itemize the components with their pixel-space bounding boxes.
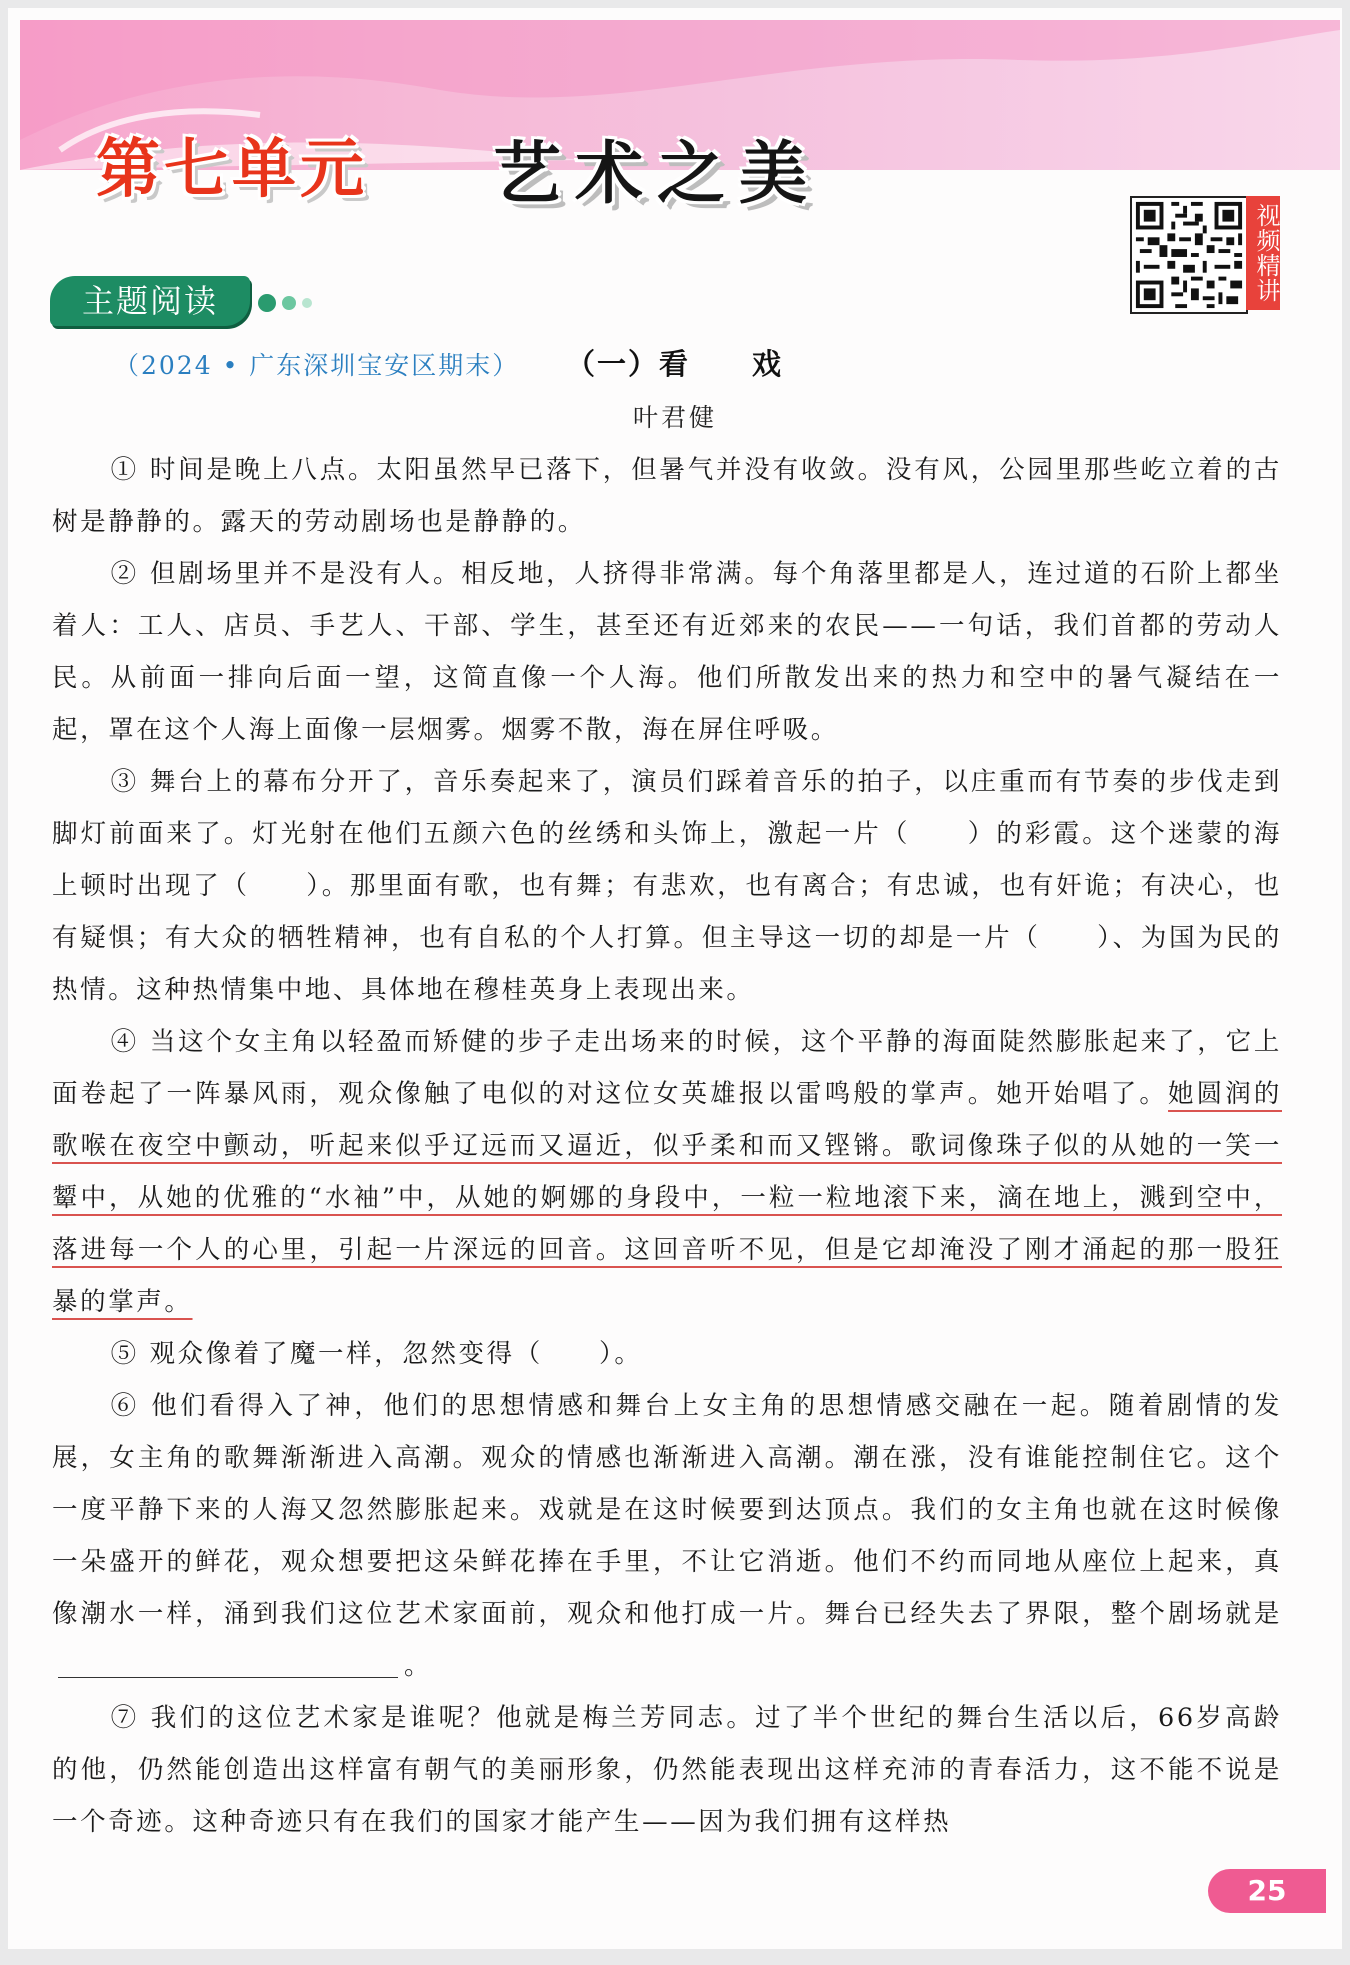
exam-source: （2024 • 广东深圳宝安区期末） (114, 351, 520, 380)
page (8, 8, 1342, 1949)
unit-title: 艺术之美 (493, 135, 822, 214)
paragraph-1: ① 时间是晚上八点。太阳虽然早已落下，但暑气并没有收敛。没有风，公园里那些屹立着的古树是静静的。露天的劳动剧场也是静静的。 (52, 455, 1282, 537)
answer-blank[interactable] (58, 1647, 398, 1678)
underlined-passage: 她圆润的歌喉在夜空中颤动，听起来似乎辽远而又逼近，似乎柔和而又铿锵。歌词像珠子似的从她的一笑一颦中，从她的优雅的“水袖”中，从她的婀娜的身段中，一粒一粒地滚下来，滴在地上，溅到空中，落进每一个人的心里，引起一片深远的回音。这回音听不见，但是它却淹没了刚才涌起的那一股狂暴的掌声。 (52, 1079, 1282, 1317)
dot-icon (258, 294, 276, 312)
paragraph-6-end: 。 (404, 1651, 433, 1681)
badge-dots-decoration (258, 292, 318, 312)
page-number: 25 (1208, 1869, 1326, 1913)
dot-icon (302, 298, 312, 308)
unit-number: 第七单元 (96, 133, 368, 207)
paragraph-6 (52, 1380, 1282, 1692)
paragraph-5: ⑤ 观众像着了魔一样，忽然变得（ ）。 (110, 1339, 643, 1369)
section-title: （一）看 戏 (566, 347, 784, 381)
qr-code-icon[interactable] (1130, 196, 1248, 314)
paragraph-4 (52, 1016, 1282, 1328)
article-body (52, 444, 1282, 1848)
qr-pattern (1132, 198, 1246, 312)
paragraph-4-text: ④ 当这个女主角以轻盈而矫健的步子走出场来的时候，这个平静的海面陡然膨胀起来了，它上面卷起了一阵暴风雨，观众像触了电似的对这位女英雄报以雷鸣般的掌声。她开始唱了。 (52, 1027, 1282, 1109)
paragraph-3: ③ 舞台上的幕布分开了，音乐奏起来了，演员们踩着音乐的拍子，以庄重而有节奏的步伐走到脚灯前面来了。灯光射在他们五颜六色的丝绣和头饰上，激起一片（ ）的彩霞。这个迷蒙的海上顿时出现了（ ）。那里面有歌，也有舞；有悲欢，也有离合；有忠诚，也有奸诡；有决心，也有疑惧；有大众的牺牲精神，也有自私的个人打算。但主导这一切的却是一片（ ）、为国为民的热情。这种热情集中地、具体地在穆桂英身上表现出来。 (52, 767, 1282, 1005)
video-explanation-label[interactable]: 视频精讲 (1246, 196, 1280, 310)
paragraph-7: ⑦ 我们的这位艺术家是谁呢？他就是梅兰芳同志。过了半个世纪的舞台生活以后，66岁高龄的他，仍然能创造出这样富有朝气的美丽形象，仍然能表现出这样充沛的青春活力，这不能不说是一个奇迹。这种奇迹只有在我们的国家才能产生——因为我们拥有这样热 (52, 1703, 1282, 1837)
theme-reading-badge: 主题阅读 (50, 276, 250, 326)
dot-icon (282, 296, 296, 310)
paragraph-6-text: ⑥ 他们看得入了神，他们的思想情感和舞台上女主角的思想情感交融在一起。随着剧情的发展，女主角的歌舞渐渐进入高潮。观众的情感也渐渐进入高潮。潮在涨，没有谁能控制住它。这个一度平静下来的人海又忽然膨胀起来。戏就是在这时候要到达顶点。我们的女主角也就在这时候像一朵盛开的鲜花，观众想要把这朵鲜花捧在手里，不让它消逝。他们不约而同地从座位上起来，真像潮水一样，涌到我们这位艺术家面前，观众和他打成一片。舞台已经失去了界限，整个剧场就是 (52, 1391, 1282, 1629)
author: 叶君健 (632, 403, 717, 432)
paragraph-2: ② 但剧场里并不是没有人。相反地，人挤得非常满。每个角落里都是人，连过道的石阶上都坐着人：工人、店员、手艺人、干部、学生，甚至还有近郊来的农民——一句话，我们首都的劳动人民。从前面一排向后面一望，这简直像一个人海。他们所散发出来的热力和空中的暑气凝结在一起，罩在这个人海上面像一层烟雾。烟雾不散，海在屏住呼吸。 (52, 559, 1282, 745)
